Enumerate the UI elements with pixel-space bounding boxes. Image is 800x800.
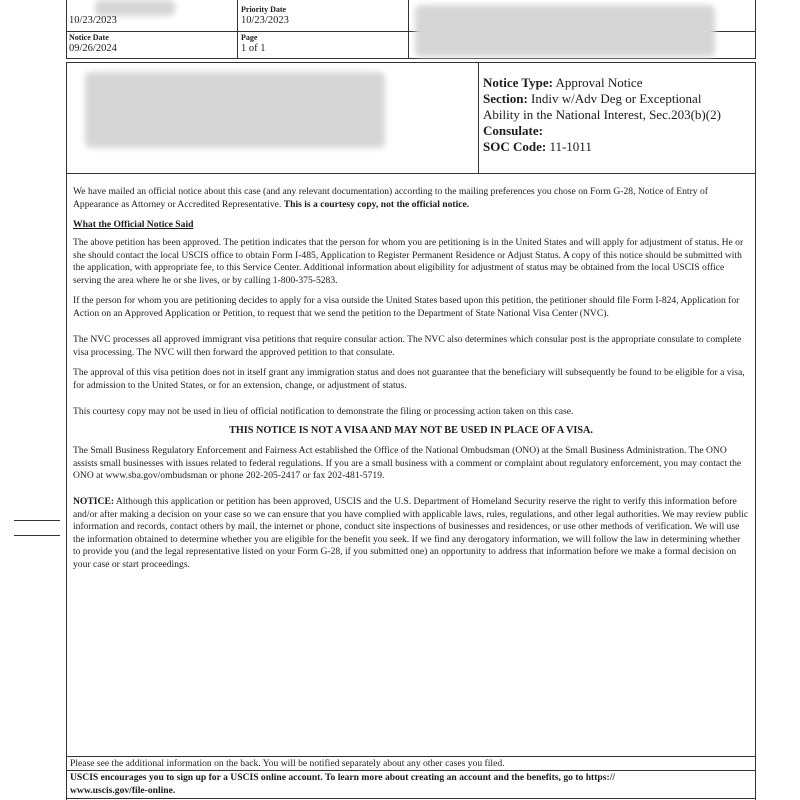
notice-type-row [483, 75, 753, 91]
body-left-border [66, 174, 67, 800]
soc-code-value: 11-1011 [549, 139, 592, 154]
header-left-border [66, 0, 67, 58]
section-label: Section: [483, 91, 528, 106]
notice-text: Although this application or petition has been approved, USCIS and the U.S. Department of Homeland Security reserve the right to verify this information before and/or after making a decision on your case so we can ensure that you have complied with applicable laws, rules, regulations, and other legal authorities. We may review public information and records, contact others by mail, the internet or phone, conduct site inspections of businesses and residences, or use other methods of verification. We will use the information obtained to determine whether you are eligible for the benefit you seek. If we find any derogatory information, we will follow the law in determining whether to provide you (and the legal representative listed on your Form G-28, if you submitted one) an opportunity to address that information before we make a formal decision on your case or start proceedings. [73, 496, 749, 570]
paragraph-verification-notice [73, 496, 749, 572]
section-value-cont: Ability in the National Interest, Sec.203(b)(2) [483, 107, 721, 122]
not-a-visa-warning: THIS NOTICE IS NOT A VISA AND MAY NOT BE USED IN PLACE OF A VISA. [229, 425, 593, 436]
redaction-blur [95, 0, 175, 16]
header-col-divider-1 [237, 0, 238, 58]
priority-date-label: Priority Date [241, 5, 287, 14]
online-account-line-1: USCIS encourages you to sign up for a USCIS online account. To learn more about creating an account and the benefits, go to https:// [70, 772, 616, 783]
paragraph-adjustment-status: The above petition has been approved. The petition indicates that the person for whom you are petitioning is in the United States and will apply for adjustment of status. He or she should contact the local USCIS office to obtain Form I-485, Application to Register Permanent Residence or Adjust Status. A copy of this notice should be submitted with the application, with appropriate fee, to this Service Center. Additional information about eligibility for adjustment of status may be obtained from the local USCIS office serving the area where he or she lives, or by calling 1-800-375-5283. [73, 237, 744, 286]
page-value: 1 of 1 [241, 43, 266, 54]
footer-top-border [66, 756, 756, 757]
consulate-label: Consulate: [483, 123, 543, 138]
notice-label: NOTICE: [73, 496, 115, 507]
consulate-row [483, 123, 543, 139]
notice-type-value: Approval Notice [555, 75, 643, 90]
page-label: Page [241, 33, 258, 42]
priority-date-value: 10/23/2023 [241, 15, 289, 26]
paragraph-no-status-guarantee: The approval of this visa petition does not in itself grant any immigration status and does not guarantee that the beneficiary will subsequently be found to be eligible for a visa, for admission to the United States, or for an extension, change, or adjustment of status. [73, 367, 745, 391]
margin-mark-2 [14, 535, 60, 536]
intro-paragraph [73, 186, 749, 211]
paragraph-nvc: The NVC processes all approved immigrant visa petitions that require consular action. The NVC also determines which consular post is the appropriate consulate to complete visa processing. The NVC will then forward the approved petition to that consulate. [73, 334, 742, 358]
online-account-note [70, 772, 752, 797]
header-bottom-border [66, 58, 756, 59]
paragraph-visa-abroad: If the person for whom you are petitioning decides to apply for a visa outside the United States based upon this petition, the petitioner should file Form I-824, Application for Action on an Approved Application or Petition, to request that we send the petition to the Department of State National Visa Center (NVC). [73, 295, 740, 319]
paragraph-courtesy-copy: This courtesy copy may not be used in lieu of official notification to demonstrate the filing or processing action taken on this case. [73, 406, 574, 417]
paragraph-ombudsman: The Small Business Regulatory Enforcement and Fairness Act established the Office of the National Ombudsman (ONO) at the Small Business Administration. The ONO assists small businesses with issues related to federal regulations. If you are a small business with a comment or complaint about regulatory enforcement, you may contact the ONO at www.sba.gov/ombudsman or phone 202-205-2417 or fax 202-481-5719. [73, 445, 742, 482]
notice-type-label: Notice Type: [483, 75, 553, 90]
notice-date-label: Notice Date [69, 33, 109, 42]
address-box-divider [478, 62, 479, 174]
receipt-date-value: 10/23/2023 [69, 15, 117, 26]
section-heading: What the Official Notice Said [73, 219, 194, 230]
online-account-line-2: www.uscis.gov/file-online. [70, 784, 176, 796]
footer-bottom-border [66, 798, 756, 799]
section-value: Indiv w/Adv Deg or Exceptional [531, 91, 702, 106]
redacted-address-block [85, 72, 385, 148]
redacted-receipt-block [415, 5, 715, 57]
soc-code-row [483, 139, 592, 155]
notice-date-value: 09/26/2024 [69, 43, 117, 54]
footer-divider [66, 770, 756, 771]
header-col-divider-2 [408, 0, 409, 58]
section-row [483, 91, 753, 107]
soc-code-label: SOC Code: [483, 139, 547, 154]
body-right-border [755, 174, 756, 800]
intro-bold-text: This is a courtesy copy, not the official notice. [283, 198, 470, 210]
intro-text: We have mailed an official notice about this case (and any relevant documentation) according to the mailing preferences you chose on Form G-28, Notice of Entry of Appearance as Attorney or Accredited Representative. [73, 186, 708, 210]
header-right-border [755, 0, 756, 58]
margin-mark-1 [14, 520, 60, 521]
footer-note: Please see the additional information on the back. You will be notified separately about any other cases you filed. [70, 758, 505, 769]
